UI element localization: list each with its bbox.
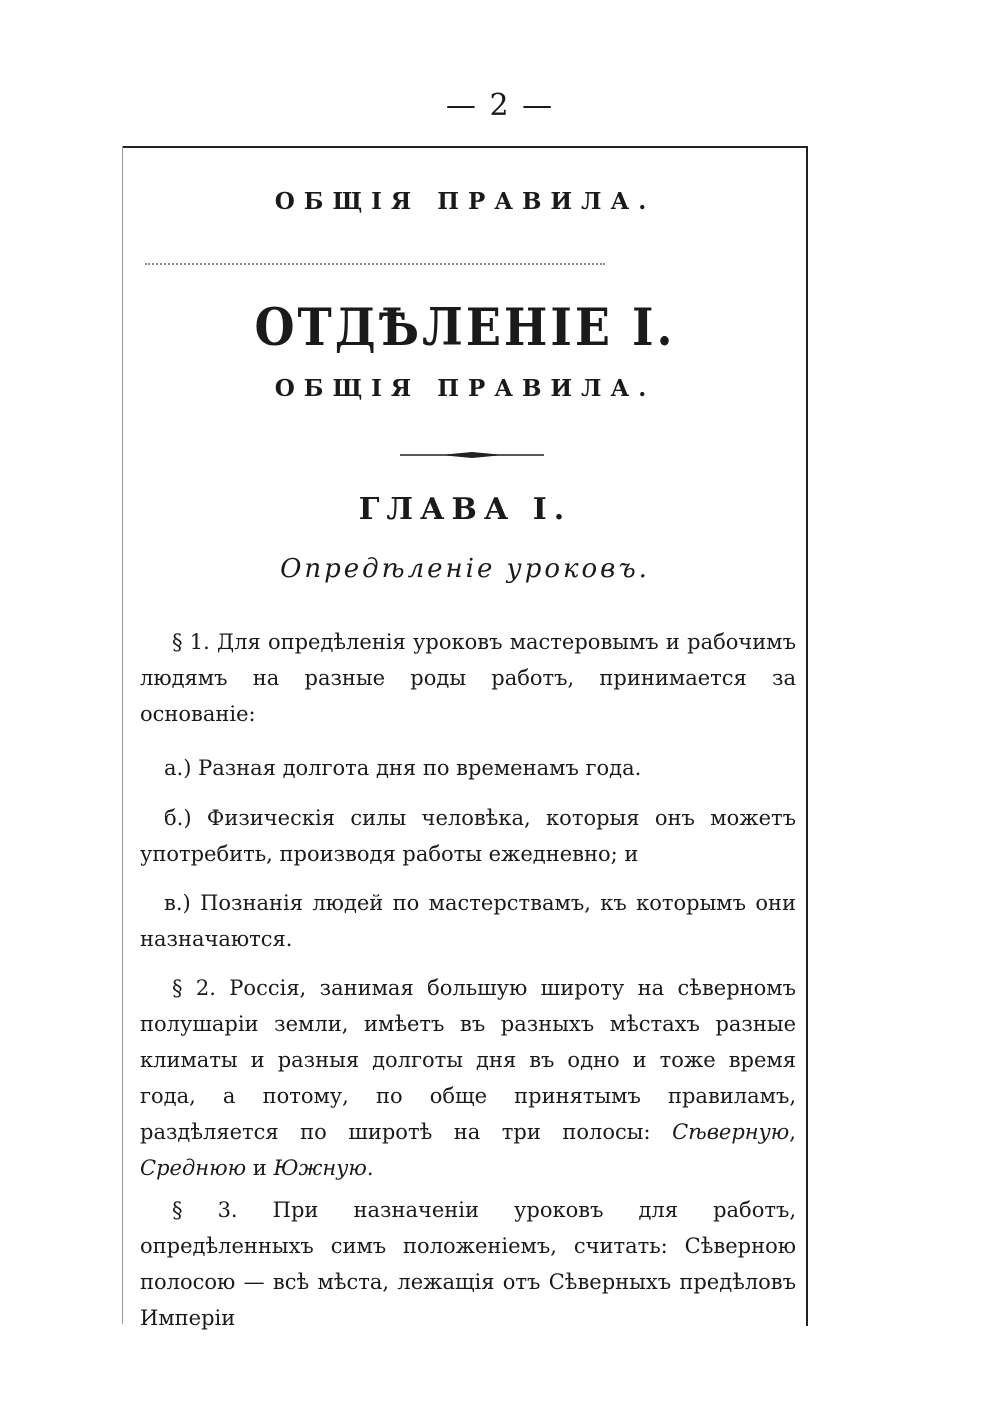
zone-middle: Среднюю [140,1156,247,1180]
list-item-a: а.) Разная долгота дня по временамъ года. [164,756,642,780]
section-title: ОТДѢЛЕНІЕ I. [254,296,676,358]
zone-north: Сѣверную [672,1120,790,1144]
list-item-b: б.) Физическія силы человѣка, которыя онъ можетъ употребить, производя работы ежедневно; и [140,806,796,866]
list-item-c: в.) Познанія людей по мастерствамъ, къ которымъ они назначаются. [140,891,796,951]
chapter-subtitle: Опредѣленіе уроковъ. [280,554,650,584]
header-title: ОБЩІЯ ПРАВИЛА. [274,188,656,215]
zone-south: Южную. [273,1156,374,1180]
paragraph-3: § 3. При назначеніи уроковъ для работъ, опредѣленныхъ симъ положеніемъ, считать: Сѣверною полосою — всѣ мѣста, лежащія отъ Сѣверныхъ предѣловъ Имперіи [140,1198,796,1330]
chapter-title: ГЛАВА I. [358,492,572,527]
frame-top-rule [122,146,808,148]
paragraph-2-text: § 2. Россія, занимая большую широту на сѣверномъ полушаріи земли, имѣетъ въ разныхъ мѣстахъ разные климаты и разныя долготы дня въ одно и тоже время года, а потому, по обще принятымъ правиламъ, раздѣляется по широтѣ на три полосы: [140,976,796,1144]
section-subtitle: ОБЩІЯ ПРАВИЛА. [274,375,656,402]
ornament-divider-icon [400,452,544,458]
dotted-divider [145,263,605,265]
paragraph-2: § 2. Россія, занимая большую широту на сѣверномъ полушаріи земли, имѣетъ въ разныхъ мѣстахъ разные климаты и разныя долготы дня въ одно и тоже время года, а потому, по обще принятымъ правиламъ, раздѣляется по широтѣ на три полосы: Сѣверную, Среднюю и Южную. [140,976,796,1180]
zone-conjunction: и [252,1156,267,1180]
page-number: — 2 — [445,88,555,123]
paragraph-1: § 1. Для опредѣленія уроковъ мастеровымъ и рабочимъ людямъ на разные роды работъ, принимается за основаніе: [140,630,796,726]
